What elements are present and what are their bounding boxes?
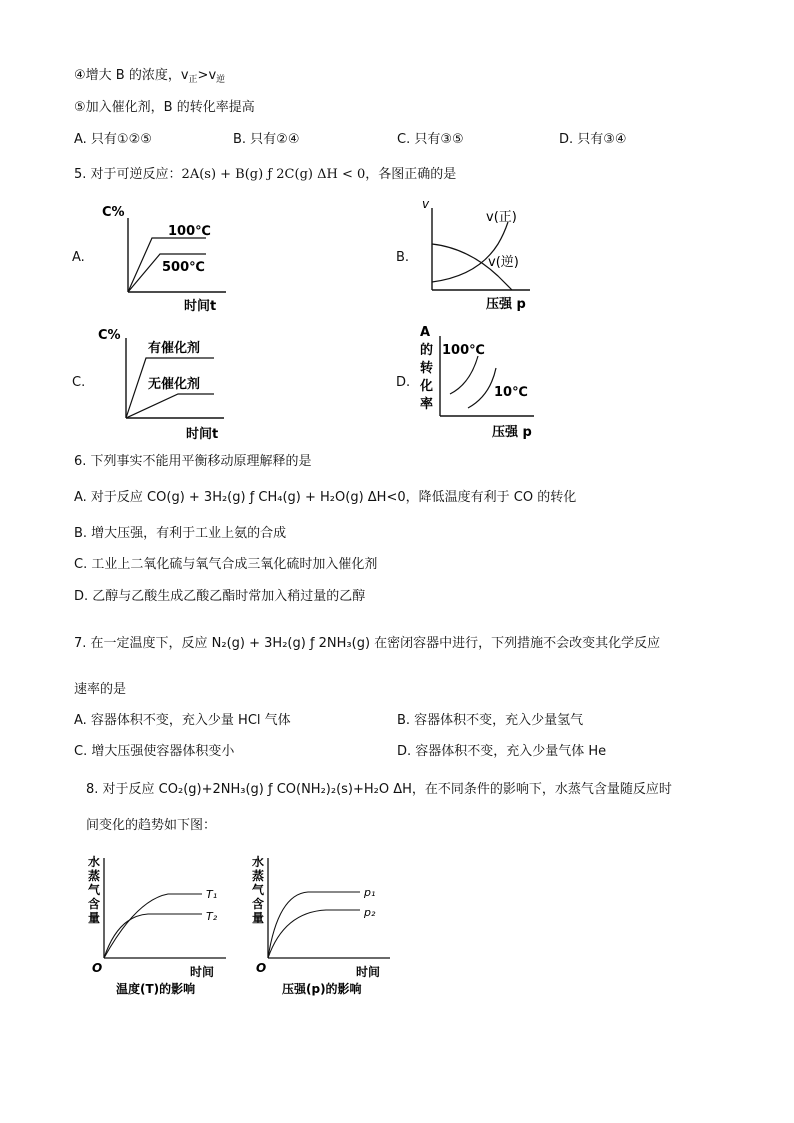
graph-temperature-label-t1: T₁ [206,888,218,901]
question-6-option-a: A. 对于反应 CO(g) + 3H₂(g) ƒ CH₄(g) + H₂O(g) ΔH<0，降低温度有利于 CO 的转化 [74,490,577,505]
graph-a [96,198,236,314]
question-5-number: 5. 对于可逆反应： [74,167,182,182]
graph-d-ylabel-1: A [420,325,431,340]
graph-pressure-ylabel-1: 水 [252,855,265,869]
graph-c [96,322,236,442]
question-7-option-a: A. 容器体积不变，充入少量 HCl 气体 [74,713,291,728]
graph-temperature-ylabel-3: 气 [88,883,101,897]
graph-temperature-xlabel: 时间 [190,965,215,979]
graph-d [418,322,548,444]
graph-d-curve-10 [468,368,496,408]
statement-4 [74,67,225,86]
graph-temperature-ylabel-5: 量 [88,911,101,925]
graph-pressure-curve-p1 [268,892,360,958]
graph-temperature [84,850,234,1000]
graph-temperature-origin: O [92,961,103,975]
question-7-option-b: B. 容器体积不变，充入少量氢气 [397,713,584,728]
graph-temperature-curve-t2 [104,914,202,958]
graph-d-curve-100 [450,356,478,394]
graph-pressure-ylabel-3: 气 [252,883,265,897]
graph-b [418,196,548,314]
graph-d-label-100: 100℃ [442,343,485,358]
v-reverse-subscript: 逆 [216,75,226,85]
statement-4-text: ④增大 B 的浓度，v [74,68,189,83]
graph-pressure-label-p2: p₂ [364,906,376,919]
graph-c-label-catalyst: 有催化剂 [148,341,201,356]
question-5-prompt: ，各图正确的是 [365,167,457,182]
graph-pressure-curve-p2 [268,910,360,958]
graph-pressure-caption: 压强(p)的影响 [282,982,362,996]
question-6: 6. 下列事实不能用平衡移动原理解释的是 [74,454,312,469]
graph-b-letter: B. [396,250,410,265]
q4-option-b: B. 只有②④ [233,132,300,147]
graph-d-xlabel: 压强 p [492,425,532,440]
graph-b-xlabel: 压强 p [486,297,526,312]
graph-d-letter: D. [396,375,411,390]
question-7-continued: 速率的是 [74,682,127,697]
graph-temperature-curve-t1 [104,894,202,958]
question-7-option-d: D. 容器体积不变，充入少量气体 He [397,744,607,759]
question-5-equation: 2A(s) + B(g) ƒ 2C(g) ΔH < 0 [181,167,366,182]
graph-a-label-500: 500℃ [162,260,205,275]
graph-temperature-label-t2: T₂ [206,910,218,923]
question-6-option-d: D. 乙醇与乙酸生成乙酸乙酯时常加入稍过量的乙醇 [74,589,366,604]
question-5 [74,166,456,184]
graph-a-letter: A. [72,250,85,265]
graph-d-ylabel-5: 率 [420,397,434,412]
question-7-option-c: C. 增大压强使容器体积变小 [74,744,235,759]
question-7: 7. 在一定温度下，反应 N₂(g) + 3H₂(g) ƒ 2NH₃(g) 在密闭容器中进行，下列措施不会改变其化学反应 [74,636,661,651]
graph-pressure [248,850,398,1000]
q4-option-a: A. 只有①②⑤ [74,132,152,147]
graph-d-label-10: 10℃ [494,385,528,400]
question-6-option-b: B. 增大压强，有利于工业上氨的合成 [74,526,287,541]
graph-a-xlabel: 时间t [184,299,217,314]
graph-pressure-ylabel-2: 蒸 [252,869,265,883]
question-6-option-c: C. 工业上二氧化硫与氧气合成三氧化硫时加入催化剂 [74,557,378,572]
graph-b-curve-forward [432,222,508,282]
statement-4-comparison: >v [197,68,217,83]
question-8-continued: 间变化的趋势如下图： [86,818,217,833]
graph-b-label-reverse: v(逆) [488,255,519,270]
graph-d-ylabel-3: 转 [420,361,434,376]
graph-c-letter: C. [72,375,86,390]
graph-pressure-ylabel-5: 量 [252,911,265,925]
graph-temperature-ylabel-2: 蒸 [88,869,101,883]
graph-c-xlabel: 时间t [186,427,219,442]
graph-c-label-no-catalyst: 无催化剂 [148,377,201,392]
graph-temperature-caption: 温度(T)的影响 [116,982,196,996]
graph-temperature-ylabel-1: 水 [88,855,101,869]
graph-pressure-ylabel-4: 含 [252,897,265,911]
graph-temperature-ylabel-4: 含 [88,897,101,911]
graph-b-ylabel: v [422,197,430,211]
v-forward-subscript: 正 [188,75,198,85]
question-8: 8. 对于反应 CO₂(g)+2NH₃(g) ƒ CO(NH₂)₂(s)+H₂O ΔH，在不同条件的影响下，水蒸气含量随反应时 [86,782,672,797]
graph-a-ylabel: C% [102,205,125,220]
q4-option-c: C. 只有③⑤ [397,132,464,147]
graph-d-ylabel-4: 化 [420,379,434,394]
graph-c-curve-no-catalyst [126,394,214,418]
graph-c-ylabel: C% [98,328,121,343]
statement-5: ⑤加入催化剂，B 的转化率提高 [74,100,255,115]
graph-d-ylabel-2: 的 [420,343,434,358]
graph-pressure-label-p1: p₁ [364,886,376,899]
graph-pressure-origin: O [256,961,267,975]
graph-a-label-100: 100℃ [168,224,211,239]
q4-option-d: D. 只有③④ [559,132,627,147]
graph-pressure-xlabel: 时间 [356,965,381,979]
graph-b-label-forward: v(正) [486,210,517,225]
